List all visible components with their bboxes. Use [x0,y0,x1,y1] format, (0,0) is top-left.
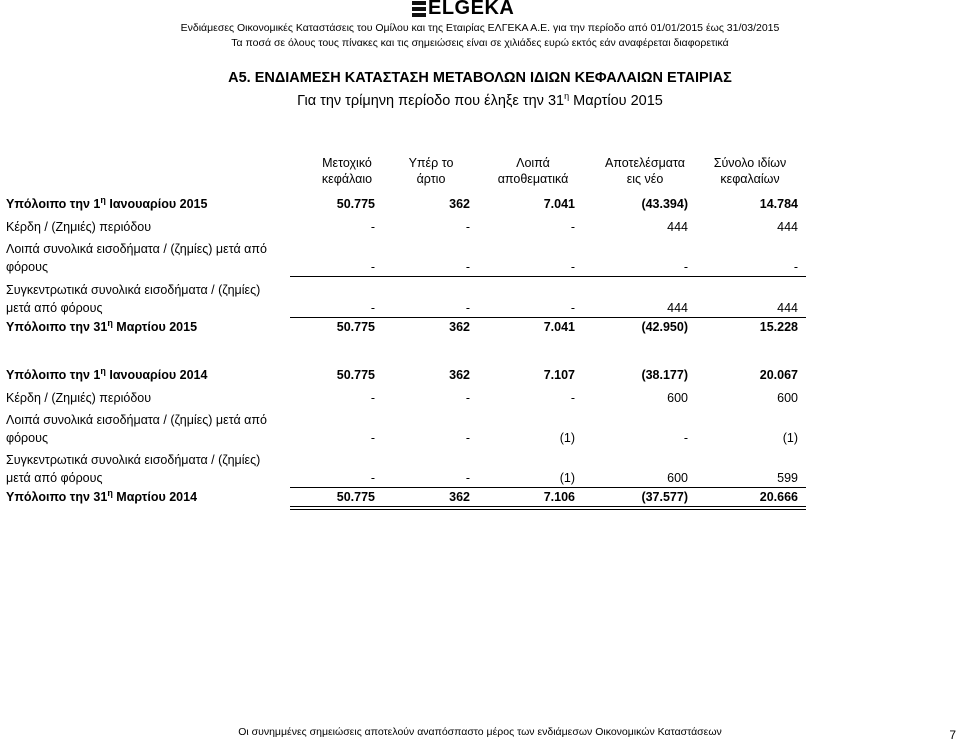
cell-value: - [793,260,798,274]
header-line-1: Ενδιάμεσες Οικονομικές Καταστάσεις του Ομίλου και της Εταιρίας ΕΛΓΕΚΑ Α.Ε. για την περίοδο από 01/01/2015 έως 31/03/2015 [180,22,780,34]
row-label: Υπόλοιπο την $31^\eta$ Μαρτίου 2015 [6,317,198,334]
row-label-line-1: Συγκεντρωτικά συνολικά εισοδήματα / (ζημίες) [6,283,261,297]
cell-value: - [370,301,375,315]
cell-value: 20.666 [759,490,798,504]
cell-value: - [683,431,688,445]
cell-value: - [570,391,575,405]
cell-value: 7.041 [543,197,575,211]
cell-value: - [570,220,575,234]
column-header-share-capital: Μετοχικό κεφάλαιο [321,156,373,186]
cell-value: 20.067 [759,368,798,382]
row-label: Υπόλοιπο την $31^\eta$ Μαρτίου 2014 [6,487,198,504]
cell-value: (1) [559,471,575,485]
row-label [6,411,267,447]
cell-value: - [683,260,688,274]
column-header-retained-earnings: Αποτελέσματα εις νέο [604,156,686,186]
row-label: Κέρδη / (Ζημιές) περιόδου [6,391,152,405]
cell-value: - [370,471,375,485]
cell-value: 15.228 [759,320,798,334]
cell-value: 50.775 [336,368,375,382]
cell-value: - [370,220,375,234]
cell-value: (1) [559,431,575,445]
column-header-other-reserves: Λοιπά αποθεματικά [497,156,569,186]
row-label: Υπόλοιπο την $1^\eta$ Ιανουαρίου 2014 [6,365,208,382]
cell-value: - [465,391,470,405]
page-title: Α5. ΕΝΔΙΑΜΕΣΗ ΚΑΤΑΣΤΑΣΗ ΜΕΤΑΒΟΛΩΝ ΙΔΙΩΝ ΚΕΦΑΛΑΙΩΝ ΕΤΑΙΡΙΑΣ [228,70,732,86]
cell-value: 7.106 [543,490,575,504]
cell-value: 50.775 [336,490,375,504]
page-number: 7 [949,728,956,742]
cell-value: - [465,220,470,234]
cell-value: 444 [667,220,688,234]
cell-value: (43.394) [641,197,688,211]
cell-value: - [570,301,575,315]
total-double-underline [290,509,806,510]
row-label: Υπόλοιπο την $1^\eta$ Ιανουαρίου 2015 [6,194,208,211]
cell-value: - [465,471,470,485]
cell-value: 50.775 [336,197,375,211]
cell-value: 444 [777,220,798,234]
subtotal-underline [290,317,806,318]
cell-value: 600 [777,391,798,405]
cell-value: - [370,391,375,405]
cell-value: 7.107 [543,368,575,382]
row-label-line-1: Λοιπά συνολικά εισοδήματα / (ζημίες) μετά από [6,413,267,427]
cell-value: (38.177) [641,368,688,382]
row-label [6,451,260,487]
cell-value: 600 [667,391,688,405]
row-label-line-1: Λοιπά συνολικά εισοδήματα / (ζημίες) μετά από [6,242,267,256]
row-label-line-2: φόρους [6,260,48,274]
subtotal-underline [290,276,806,277]
row-label-line-2: μετά από φόρους [6,301,103,315]
header-line-2: Τα ποσά σε όλους τους πίνακες και τις σημειώσεις είναι σε χιλιάδες ευρώ εκτός εάν αναφέρεται διαφορετικά [231,37,729,49]
cell-value: 362 [449,490,470,504]
cell-value: - [465,260,470,274]
cell-value: 7.041 [543,320,575,334]
cell-value: - [370,260,375,274]
cell-value: 444 [777,301,798,315]
row-label: Κέρδη / (Ζημιές) περιόδου [6,220,152,234]
row-label-line-1: Συγκεντρωτικά συνολικά εισοδήματα / (ζημίες) [6,453,261,467]
cell-value: 362 [449,197,470,211]
cell-value: 599 [777,471,798,485]
cell-value: 50.775 [336,320,375,334]
cell-value: 14.784 [759,197,798,211]
column-header-share-premium: Υπέρ το άρτιο [408,156,454,186]
cell-value: 600 [667,471,688,485]
row-label [6,240,267,276]
cell-value: (42.950) [641,320,688,334]
row-label-line-2: φόρους [6,431,48,445]
total-double-underline [290,506,806,507]
logo-mark-icon [412,1,426,17]
company-logo [400,0,560,20]
cell-value: 444 [667,301,688,315]
cell-value: (37.577) [641,490,688,504]
subtotal-underline [290,487,806,488]
cell-value: 362 [449,368,470,382]
cell-value: - [465,301,470,315]
cell-value: - [370,431,375,445]
cell-value: 362 [449,320,470,334]
row-label [6,281,260,317]
column-header-total-equity: Σύνολο ιδίων κεφαλαίων [713,156,787,186]
cell-value: - [465,431,470,445]
cell-value: - [570,260,575,274]
logo-text: ELGEKA [428,0,515,19]
cell-value: (1) [782,431,798,445]
footer-note: Οι συνημμένες σημειώσεις αποτελούν αναπόσπαστο μέρος των ενδιάμεσων Οικονομικών Καταστάσεων [238,726,722,738]
row-label-line-2: μετά από φόρους [6,471,103,485]
page-subtitle: Για την τρίμηνη περίοδο που έληξε την $31^\eta$ Μαρτίου 2015 [297,91,663,109]
